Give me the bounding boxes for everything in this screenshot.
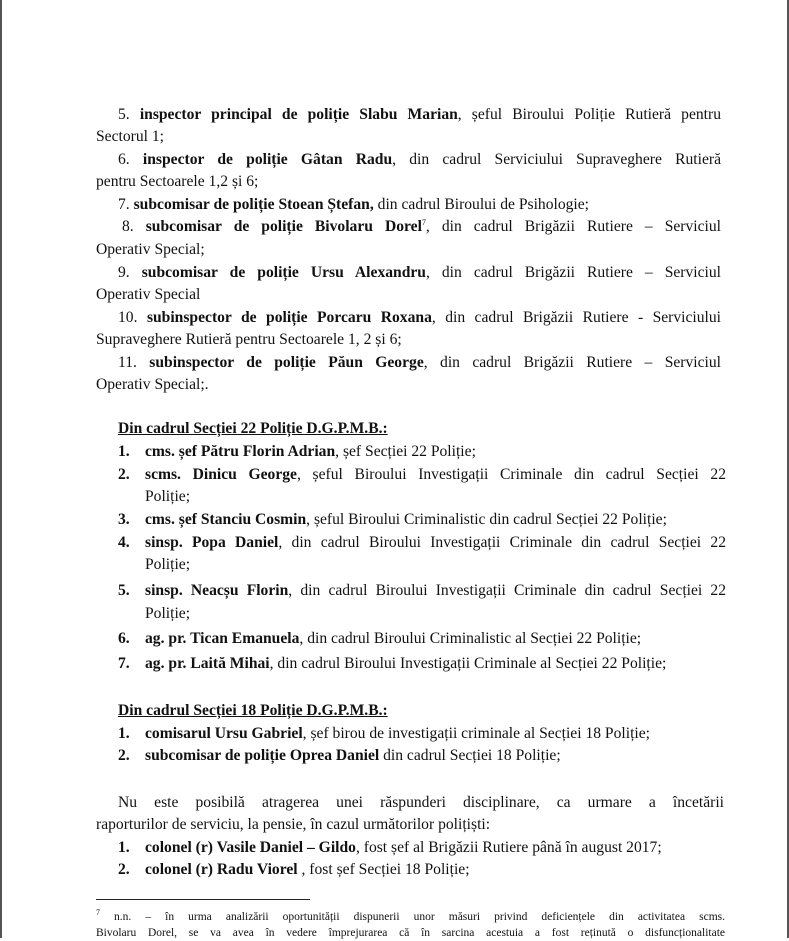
list-item: 10. subinspector de poliție Porcaru Roxana, din cadrul Brigăzii Rutiere - Serviciului bbox=[118, 309, 721, 326]
paragraph-line: Nu este posibilă atragerea unei răspunderi disciplinare, ca urmare a încetării bbox=[118, 794, 724, 811]
list-number: 6. bbox=[118, 630, 130, 647]
list-item: 11. subinspector de poliție Păun George, din cadrul Brigăzii Rutiere – Serviciul bbox=[118, 354, 721, 371]
footnote-line: $^7$ n.n. – în urma analizării oportunității dispunerii unor măsuri privind deficiențele din activitatea scms. bbox=[96, 909, 725, 923]
list-item: scms. Dinicu George, șeful Biroului Investigații Criminale din cadrul Secției 22 bbox=[145, 466, 726, 483]
list-number: 3. bbox=[118, 511, 130, 528]
list-item: colonel (r) Radu Viorel , fost șef Secției 18 Poliție; bbox=[145, 861, 470, 878]
list-item-continuation: Sectorul 1; bbox=[96, 128, 164, 145]
list-number: 7. bbox=[118, 655, 130, 672]
paragraph-line: raporturilor de serviciu, la pensie, în cazul următorilor polițiști: bbox=[96, 816, 491, 833]
list-item: colonel (r) Vasile Daniel – Gildo, fost șef al Brigăzii Rutiere până în august 2017; bbox=[145, 839, 662, 856]
list-item-continuation: Poliție; bbox=[145, 488, 191, 505]
list-item: 6. inspector de poliție Gâtan Radu, din cadrul Serviciului Supraveghere Rutieră bbox=[118, 151, 721, 168]
list-item-continuation: Operativ Special bbox=[96, 286, 201, 303]
list-number: 2. bbox=[118, 747, 130, 764]
list-number: 1. bbox=[118, 839, 130, 856]
list-item: 5. inspector principal de poliție Slabu Marian, șeful Biroului Poliție Rutieră pentru bbox=[118, 106, 721, 123]
list-item-continuation: pentru Sectoarele 1,2 și 6; bbox=[96, 173, 259, 190]
footnote-separator bbox=[96, 899, 310, 900]
section-heading: Din cadrul Secției 22 Poliție D.G.P.M.B.: bbox=[118, 420, 388, 437]
list-item: sinsp. Neacșu Florin, din cadrul Biroului Investigații Criminale din cadrul Secției 22 bbox=[145, 582, 726, 599]
list-number: 2. bbox=[118, 466, 130, 483]
list-item: subcomisar de poliție Oprea Daniel din cadrul Secției 18 Poliție; bbox=[145, 747, 561, 764]
list-item-continuation: Poliție; bbox=[145, 556, 191, 573]
list-item: cms. șef Stanciu Cosmin, șeful Biroului Criminalistic din cadrul Secției 22 Poliție; bbox=[145, 511, 667, 528]
list-item: ag. pr. Tican Emanuela, din cadrul Biroului Criminalistic al Secției 22 Poliție; bbox=[145, 630, 642, 647]
list-item: sinsp. Popa Daniel, din cadrul Biroului Investigații Criminale din cadrul Secției 22 bbox=[145, 534, 726, 551]
section-heading: Din cadrul Secției 18 Poliție D.G.P.M.B.: bbox=[118, 702, 388, 719]
list-number: 1. bbox=[118, 443, 130, 460]
list-item: 7. subcomisar de poliție Stoean Ștefan, din cadrul Biroului de Psihologie; bbox=[118, 196, 590, 213]
list-item: comisarul Ursu Gabriel, șef birou de investigații criminale al Secției 18 Poliție; bbox=[145, 725, 650, 742]
list-number: 2. bbox=[118, 861, 130, 878]
list-item-continuation: Poliție; bbox=[145, 605, 191, 622]
list-number: 4. bbox=[118, 534, 130, 551]
list-item: ag. pr. Laită Mihai, din cadrul Biroului Investigații Criminale al Secției 22 Poliție; bbox=[145, 655, 667, 672]
list-number: 1. bbox=[118, 725, 130, 742]
list-item-continuation: Operativ Special;. bbox=[96, 376, 209, 393]
list-item-continuation: Supraveghere Rutieră pentru Sectoarele 1, 2 și 6; bbox=[96, 331, 402, 348]
list-item: 8. subcomisar de poliție Bivolaru Dorel$^7$, din cadrul Brigăzii Rutiere – Serviciul bbox=[122, 217, 721, 235]
footnote-line: Bivolaru Dorel, se va avea în vedere împrejurarea că în sarcina acestuia a fost reținută o disfuncționalitate bbox=[96, 927, 725, 939]
list-item-continuation: Operativ Special; bbox=[96, 241, 205, 258]
list-item: cms. șef Pătru Florin Adrian, șef Secției 22 Poliție; bbox=[145, 443, 476, 460]
list-number: 5. bbox=[118, 582, 130, 599]
list-item: 9. subcomisar de poliție Ursu Alexandru, din cadrul Brigăzii Rutiere – Serviciul bbox=[118, 264, 722, 281]
